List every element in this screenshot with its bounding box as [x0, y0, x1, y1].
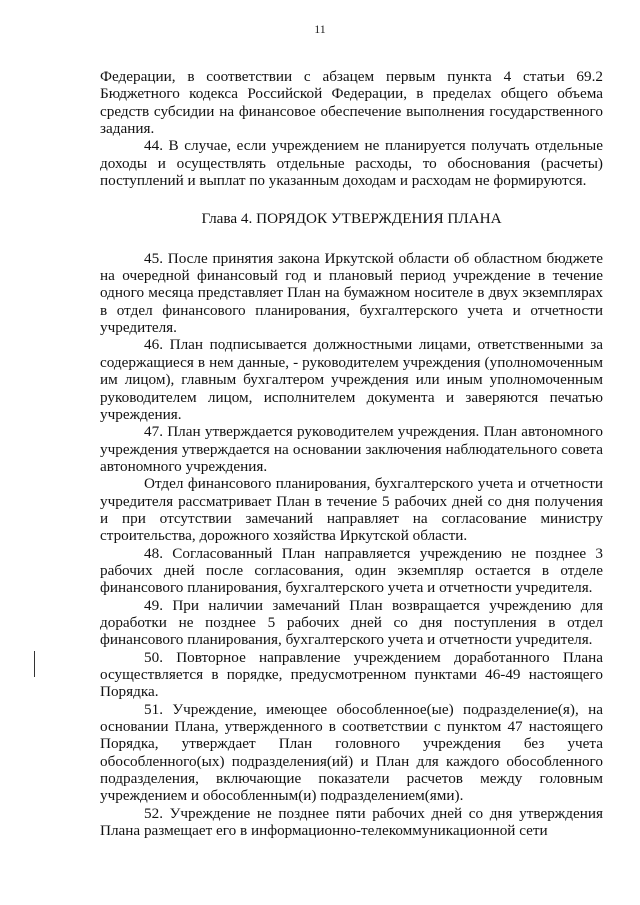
chapter-heading: Глава 4. ПОРЯДОК УТВЕРЖДЕНИЯ ПЛАНА — [201, 210, 502, 228]
paragraph-52: 52. Учреждение не позднее пяти рабочих дней со дня утверждения Плана размещает его в информационно-телекоммуникационной сети — [100, 804, 603, 840]
page-number: 11 — [314, 22, 326, 36]
paragraph-50: 50. Повторное направление учреждением доработанного Плана осуществляется в порядке, предусмотренном пунктами 46-49 настоящего Порядка. — [100, 648, 603, 701]
paragraph-44: 44. В случае, если учреждением не планируется получать отдельные доходы и осуществлять отдельные расходы, то обоснования (расчеты) поступлений и выплат по указанным доходам и расходам не формируются. — [100, 137, 603, 190]
paragraph-46: 46. План подписывается должностными лицами, ответственными за содержащиеся в нем данные, - руководителем учреждения (уполномоченным им лицом), главным бухгалтером учреждения или иным уполномоченным руководителем лицом, исполнителем документа и заверяются печатью учреждения. — [100, 336, 603, 423]
paragraph-51: 51. Учреждение, имеющее обособленное(ые) подразделение(я), на основании Плана, утвержденного в соответствии с пунктом 47 настоящего Порядка, утверждает План головного учреждения без учета обособленного(ых) подразделения(ий) и План для каждого обособленного подразделения, включающие показатели расчетов между головным учреждением и обособленным(и) подразделением(ями). — [100, 700, 603, 805]
paragraph-48: 48. Согласованный План направляется учреждению не позднее 3 рабочих дней после согласования, один экземпляр остается в отделе финансового планирования, бухгалтерского учета и отчетности учредителя. — [100, 544, 603, 597]
paragraph-47: 47. План утверждается руководителем учреждения. План автономного учреждения утверждается на основании заключения наблюдательного совета автономного учреждения. — [100, 423, 603, 475]
paragraph-45: 45. После принятия закона Иркутской области об областном бюджете на очередной финансовый год и плановый период учреждение в течение одного месяца представляет План на бумажном носителе в двух экземплярах в отдел финансового планирования, бухгалтерского учета и отчетности учредителя. — [100, 249, 603, 337]
paragraph-continuation: Федерации, в соответствии с абзацем первым пункта 4 статьи 69.2 Бюджетного кодекса Российской Федерации, в пределах общего объема средств субсидии на финансовое обеспечение выполнения государственного задания. — [100, 68, 603, 138]
document-body — [100, 68, 603, 839]
paragraph-47-department: Отдел финансового планирования, бухгалтерского учета и отчетности учредителя рассматривает План в течение 5 рабочих дней со дня получения и при отсутствии замечаний направляет на согласование министру строительства, дорожного хозяйства Иркутской области. — [100, 475, 603, 545]
paragraph-49: 49. При наличии замечаний План возвращается учреждению для доработки не позднее 5 рабочих дней со дня поступления в отдел финансового планирования, бухгалтерского учета и отчетности учредителя. — [100, 596, 603, 649]
margin-mark — [34, 651, 35, 677]
